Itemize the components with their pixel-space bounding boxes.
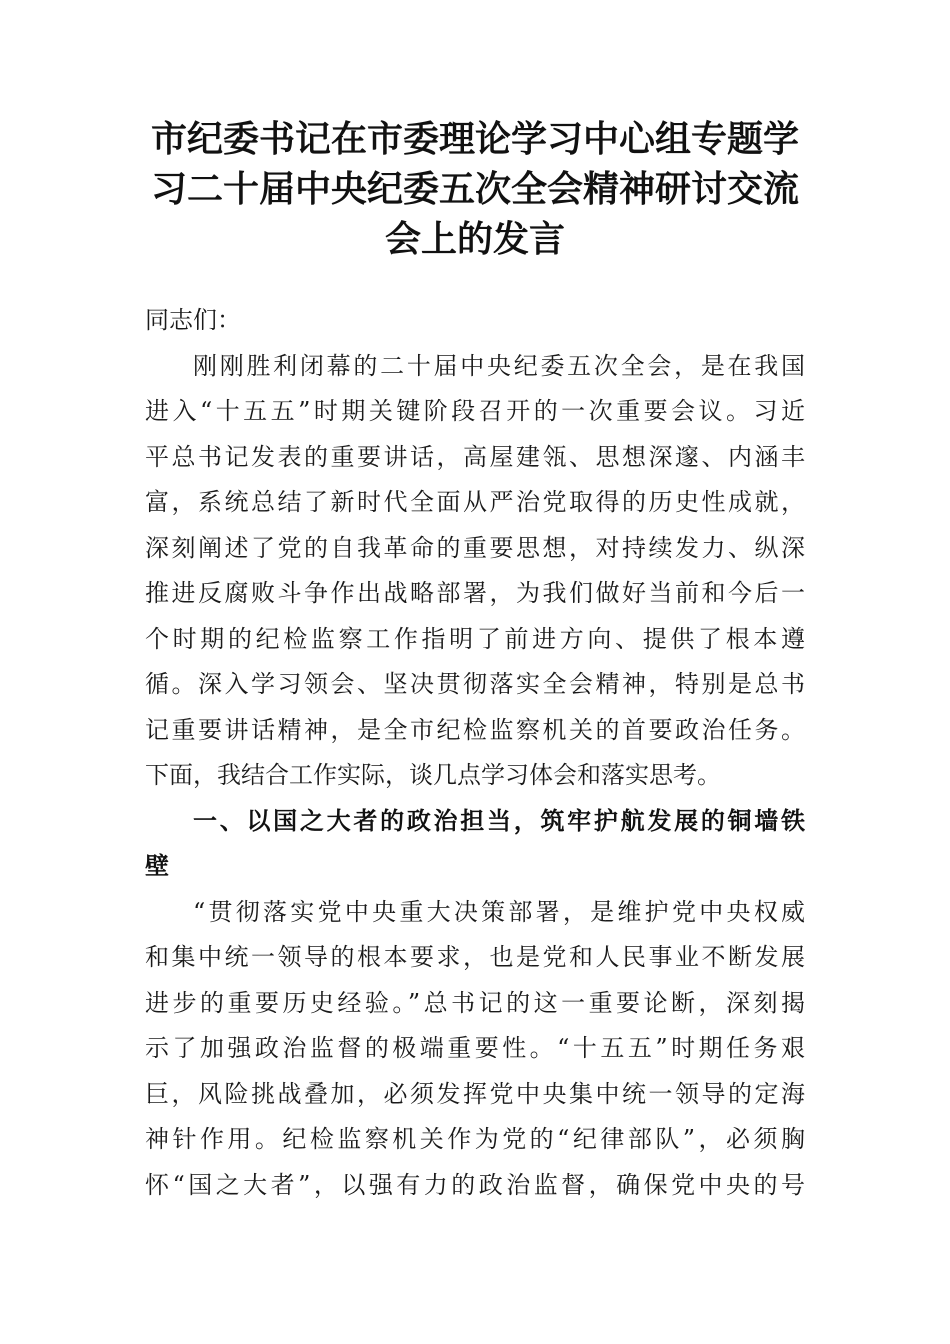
paragraph-line: 怀“国之大者”，以强有力的政治监督，确保党中央的号: [145, 1170, 805, 1199]
paragraph-line: “贯彻落实党中央重大决策部署，是维护党中央权威: [193, 897, 805, 926]
paragraph-line: 深刻阐述了党的自我革命的重要思想，对持续发力、纵深: [145, 533, 805, 562]
paragraph-line: 刚刚胜利闭幕的二十届中央纪委五次全会，是在我国: [193, 351, 805, 380]
title-line: 市纪委书记在市委理论学习中心组专题学: [150, 118, 799, 160]
paragraph-line: 进步的重要历史经验。”总书记的这一重要论断，深刻揭: [145, 988, 805, 1017]
paragraph-line: 推进反腐败斗争作出战略部署，为我们做好当前和今后一: [145, 579, 805, 607]
paragraph-line: 和集中统一领导的根本要求，也是党和人民事业不断发展: [145, 943, 805, 971]
section-heading-1: [145, 799, 805, 890]
paragraph-section-1: [145, 890, 805, 1209]
paragraph-line: 富，系统总结了新时代全面从严治党取得的历史性成就，: [145, 488, 805, 516]
paragraph-line: 下面，我结合工作实际，谈几点学习体会和落实思考。: [145, 761, 721, 789]
paragraph-intro: [145, 344, 805, 799]
title-line: 会上的发言: [384, 218, 565, 260]
paragraph-line: 个时期的纪检监察工作指明了前进方向、提供了根本遵: [145, 624, 805, 653]
heading-line: 壁: [145, 852, 169, 880]
paragraph-line: 循。深入学习领会、坚决贯彻落实全会精神，特别是总书: [145, 670, 805, 698]
document-title: [145, 114, 805, 264]
document-body: [145, 298, 805, 1208]
salutation: 同志们：: [145, 306, 241, 334]
paragraph-line: 神针作用。纪检监察机关作为党的“纪律部队”，必须胸: [145, 1125, 805, 1153]
paragraph-line: 进入“十五五”时期关键阶段召开的一次重要会议。习近: [145, 397, 805, 425]
paragraph-line: 记重要讲话精神，是全市纪检监察机关的首要政治任务。: [145, 715, 805, 744]
paragraph-line: 巨，风险挑战叠加，必须发挥党中央集中统一领导的定海: [145, 1079, 805, 1108]
heading-line: 一、以国之大者的政治担当，筑牢护航发展的铜墙铁: [193, 806, 805, 835]
title-line: 习二十届中央纪委五次全会精神研讨交流: [150, 168, 799, 210]
paragraph-line: 平总书记发表的重要讲话，高屋建瓴、思想深邃、内涵丰: [145, 442, 805, 471]
paragraph-line: 示了加强政治监督的极端重要性。“十五五”时期任务艰: [145, 1034, 805, 1062]
